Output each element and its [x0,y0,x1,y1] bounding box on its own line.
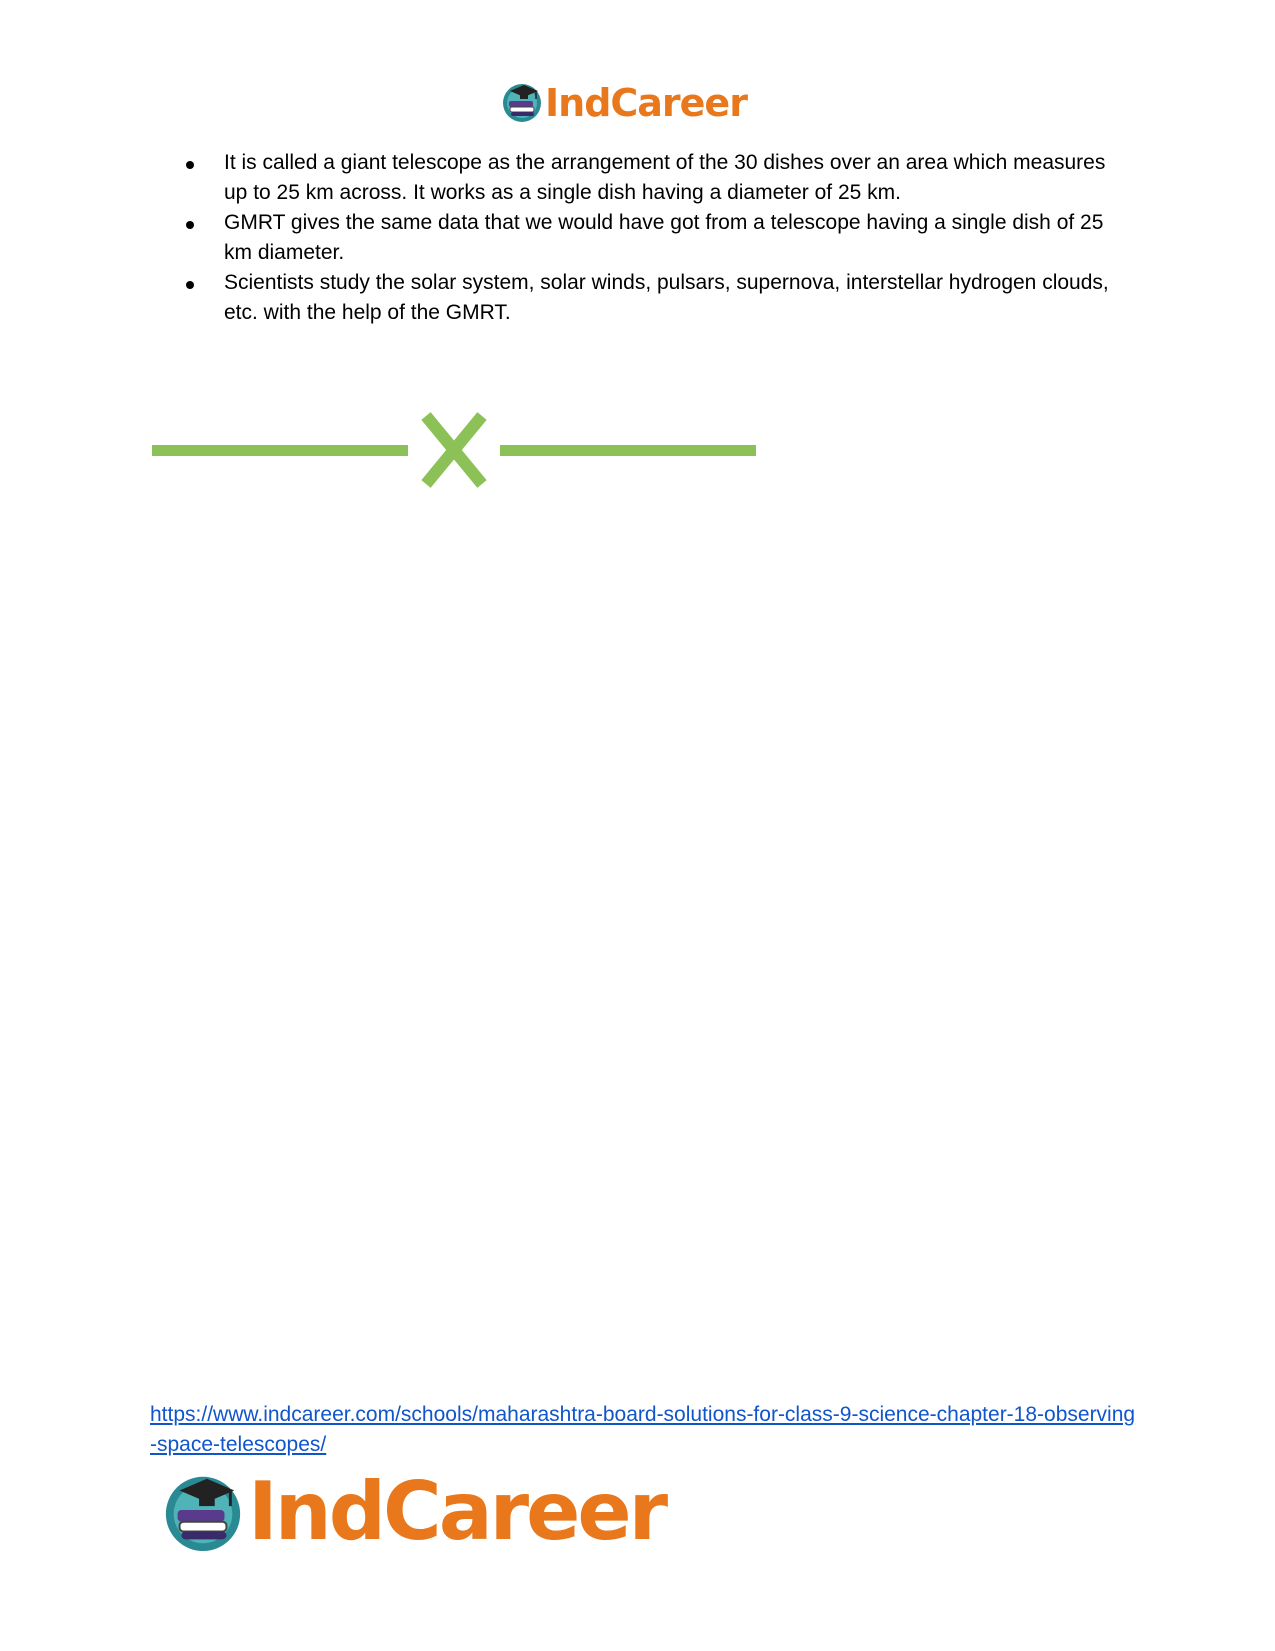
bullet-icon [186,161,194,169]
header-logo [500,80,747,126]
bullet-icon [186,221,194,229]
list-item-text: GMRT gives the same data that we would have got from a telescope having a single dish of 25 km diameter. [224,211,1104,264]
list-item [186,268,1126,328]
bullet-icon [186,281,194,289]
list-item-text: Scientists study the solar system, solar winds, pulsars, supernova, interstellar hydrogen clouds, etc. with the help of the GMRT. [224,271,1109,324]
graduation-cap-books-globe-icon [160,1467,246,1558]
footer-logo [160,1466,665,1558]
section-divider [152,412,756,488]
list-item [186,208,1126,268]
list-item-text: It is called a giant telescope as the arrangement of the 30 dishes over an area which measures up to 25 km across. It works as a single dish having a diameter of 25 km. [224,151,1106,204]
list-item [186,148,1126,208]
cross-icon [152,412,756,488]
logo-text: IndCareer [545,81,747,125]
source-link[interactable]: https://www.indcareer.com/schools/maharashtra-board-solutions-for-class-9-science-chapter-18-observing-space-telescopes/ [150,1403,1136,1456]
bullet-list [186,148,1126,328]
graduation-cap-books-globe-icon [500,79,544,128]
logo-text: IndCareer [248,1465,666,1558]
